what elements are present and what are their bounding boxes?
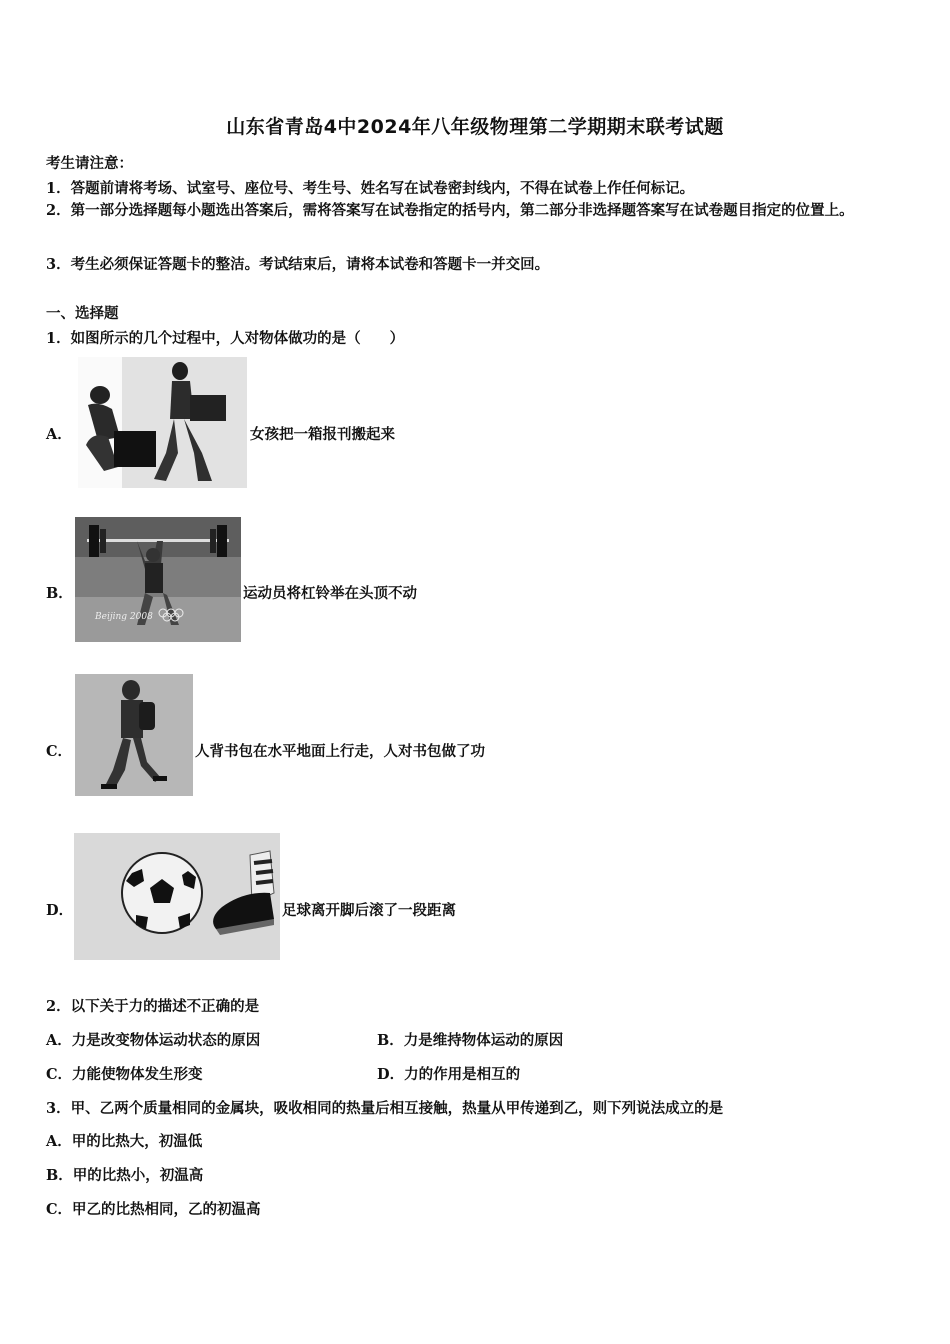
q1-option-b-text: 运动员将杠铃举在头顶不动 xyxy=(243,585,417,602)
q2-option-c: C．力能使物体发生形变 xyxy=(46,1066,203,1083)
q2-option-a: A．力是改变物体运动状态的原因 xyxy=(46,1032,261,1049)
weightlifter-image xyxy=(75,517,241,642)
q2-option-b: B．力是维持物体运动的原因 xyxy=(377,1032,564,1049)
beijing-2008-logo-text: Beijing 2008 xyxy=(95,612,153,622)
q1-option-d-letter: D． xyxy=(46,902,74,919)
notice-heading: 考生请注意： xyxy=(46,155,133,172)
q1-option-a-letter: A． xyxy=(46,426,72,443)
exam-title: 山东省青岛4中2024年八年级物理第二学期期末联考试题 xyxy=(226,116,724,138)
notice-item-3: 3．考生必须保证答题卡的整洁。考试结束后，请将本试卷和答题卡一并交回。 xyxy=(46,256,550,273)
section-heading: 一、选择题 xyxy=(46,305,119,322)
notice-item-2: 2．第一部分选择题每小题选出答案后，需将答案写在试卷指定的括号内，第二部分非选择题答案写在试卷题目指定的位置上。 xyxy=(46,202,854,219)
q1-option-a-text: 女孩把一箱报刊搬起来 xyxy=(250,426,395,443)
q1-option-c-text: 人背书包在水平地面上行走，人对书包做了功 xyxy=(195,743,485,760)
girl-lifting-box-image xyxy=(78,357,247,488)
notice-item-1: 1．答题前请将考场、试室号、座位号、考生号、姓名写在试卷密封线内，不得在试卷上作任何标记。 xyxy=(46,180,695,197)
q1-option-c-letter: C． xyxy=(46,743,73,760)
q3-option-c: C．甲乙的比热相同，乙的初温高 xyxy=(46,1201,261,1218)
q2-stem: 2．以下关于力的描述不正确的是 xyxy=(46,998,260,1015)
q2-option-d: D．力的作用是相互的 xyxy=(377,1066,521,1083)
q1-stem: 1．如图所示的几个过程中，人对物体做功的是（ ） xyxy=(46,330,405,347)
q1-option-d-text: 足球离开脚后滚了一段距离 xyxy=(282,902,456,919)
soccer-ball-image xyxy=(74,833,280,960)
q3-option-a: A．甲的比热大，初温低 xyxy=(46,1133,203,1150)
person-with-backpack-image xyxy=(75,674,193,796)
q3-stem: 3．甲、乙两个质量相同的金属块，吸收相同的热量后相互接触，热量从甲传递到乙，则下列说法成立的是 xyxy=(46,1100,724,1117)
q3-option-b: B．甲的比热小，初温高 xyxy=(46,1167,204,1184)
q1-option-b-letter: B． xyxy=(46,585,73,602)
